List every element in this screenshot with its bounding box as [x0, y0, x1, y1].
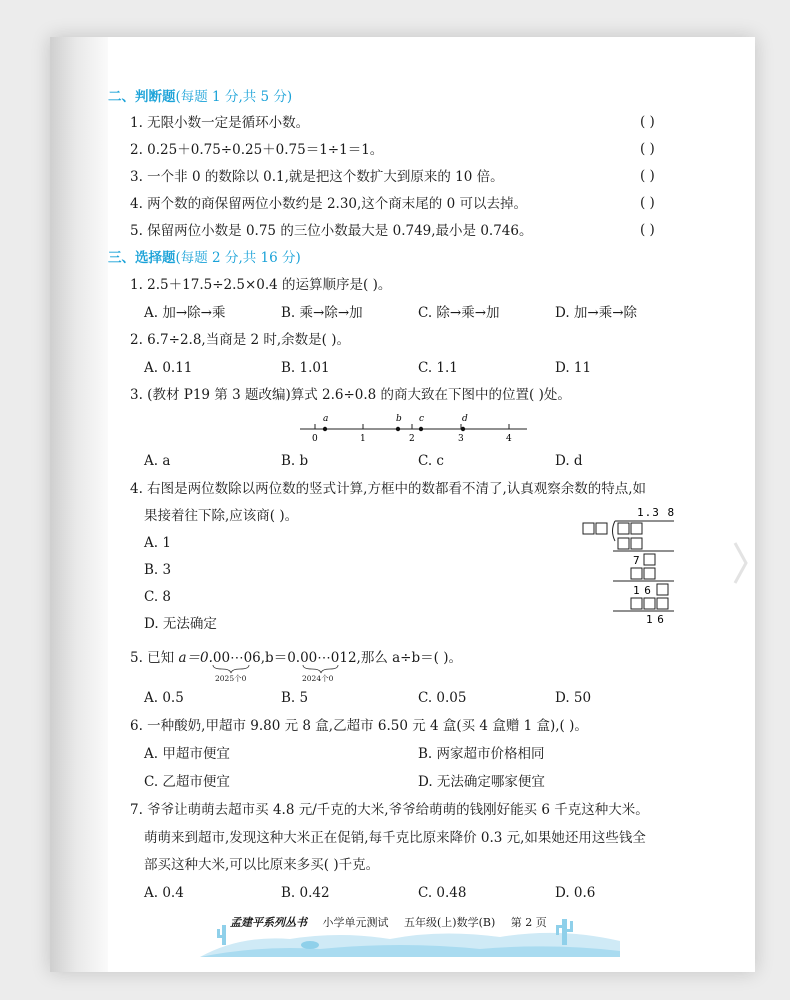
choice-q4-option-d[interactable]: D. 无法确定: [144, 616, 217, 632]
product-box: [631, 538, 642, 549]
point-label-b: b: [396, 414, 402, 424]
judge-answer-5[interactable]: ( ): [640, 222, 655, 238]
section-3-heading: [108, 249, 301, 267]
point-label-a: a: [323, 414, 329, 424]
choice-q1-option-d[interactable]: D. 加→乘→除: [555, 305, 638, 321]
choice-q3-option-a[interactable]: A. a: [144, 453, 171, 469]
tick-label-4: 4: [506, 434, 512, 444]
choice-q5-option-b[interactable]: B. 5: [281, 690, 309, 706]
point-d: [461, 427, 465, 431]
choice-q6-option-b[interactable]: B. 两家超市价格相同: [418, 746, 545, 762]
row2-box: [644, 568, 655, 579]
q5-suffix: ,那么 a÷b＝( )。: [356, 650, 462, 666]
division-row2-digit: 7: [633, 554, 640, 567]
choice-q1-option-c[interactable]: C. 除→乘→加: [418, 305, 500, 321]
q5-b-digits: 00⋯012: [300, 650, 357, 666]
tick-label-2: 2: [409, 434, 415, 444]
choice-q1-option-b[interactable]: B. 乘→除→加: [281, 305, 363, 321]
division-remainder: 1 6: [646, 613, 663, 625]
choice-q3-stem: 3. (教材 P19 第 3 题改编)算式 2.6÷0.8 的商大致在下图中的位置( )处。: [130, 387, 571, 403]
choice-q3-option-d[interactable]: D. d: [555, 453, 583, 469]
choice-q7-option-a[interactable]: A. 0.4: [144, 885, 184, 901]
section-3-title: 三、选择题: [108, 250, 176, 266]
judge-answer-2[interactable]: ( ): [640, 141, 655, 157]
point-b: [396, 427, 400, 431]
row2-box: [644, 554, 655, 565]
choice-q5-option-c[interactable]: C. 0.05: [418, 690, 467, 706]
choice-q2-option-b[interactable]: B. 1.01: [281, 360, 330, 376]
choice-q2-stem: 2. 6.7÷2.8,当商是 2 时,余数是( )。: [130, 332, 351, 348]
judge-answer-3[interactable]: ( ): [640, 168, 655, 184]
camel-icon: [301, 941, 319, 949]
choice-q4-option-a[interactable]: A. 1: [144, 535, 171, 551]
point-c: [419, 427, 423, 431]
book-spine: [50, 37, 108, 972]
q5-a-brace-label: 2025个0: [215, 674, 247, 683]
product-box: [618, 538, 629, 549]
choice-q3-option-b[interactable]: B. b: [281, 453, 309, 469]
judge-item-5: 5. 保留两位小数是 0.75 的三位小数最大是 0.749,最小是 0.746。: [130, 223, 533, 239]
choice-q1-option-a[interactable]: A. 加→除→乘: [144, 305, 226, 321]
judge-item-2: 2. 0.25＋0.75÷0.25＋0.75＝1÷1＝1。: [130, 142, 384, 158]
footer-grade: 五年级(上)数学(B): [404, 916, 496, 929]
choice-q6-option-c[interactable]: C. 乙超市便宜: [144, 774, 230, 790]
section-3-scoring: (每题 2 分,共 16 分): [175, 250, 301, 266]
choice-q3-option-c[interactable]: C. c: [418, 453, 444, 469]
choice-q7-line1: 7. 爷爷让萌萌去超市买 4.8 元/千克的大米,爷爷给萌萌的钱刚好能买 6 千克这种大米。: [130, 802, 649, 818]
choice-q2-option-a[interactable]: A. 0.11: [144, 360, 193, 376]
dividend-box: [618, 523, 629, 534]
choice-q2-option-c[interactable]: C. 1.1: [418, 360, 458, 376]
judge-item-4: 4. 两个数的商保留两位小数约是 2.30,这个商末尾的 0 可以去掉。: [130, 196, 527, 212]
tick-label-0: 0: [312, 434, 318, 444]
choice-q5-option-a[interactable]: A. 0.5: [144, 690, 184, 706]
row3-box: [657, 584, 668, 595]
choice-q1-stem: 1. 2.5＋17.5÷2.5×0.4 的运算顺序是( )。: [130, 277, 392, 293]
choice-q4-stem-line2: 果接着往下除,应该商( )。: [144, 508, 299, 524]
choice-q7-line2: 萌萌来到超市,发现这种大米正在促销,每千克比原来降价 0.3 元,如果她还用这些钱全: [144, 830, 646, 846]
footer-desert-illustration: [200, 905, 620, 957]
section-2-scoring: (每题 1 分,共 5 分): [175, 89, 293, 105]
judge-answer-1[interactable]: ( ): [640, 114, 655, 130]
q5-b-brace-label: 2024个0: [302, 674, 334, 683]
point-a: [323, 427, 327, 431]
division-quotient: 1.3 8: [637, 506, 676, 519]
section-2-title: 二、判断题: [108, 89, 176, 105]
choice-q7-option-d[interactable]: D. 0.6: [555, 885, 596, 901]
q5-prefix: 5. 已知: [130, 650, 175, 666]
row3-box: [657, 598, 668, 609]
choice-q6-stem: 6. 一种酸奶,甲超市 9.80 元 8 盒,乙超市 6.50 元 4 盒(买 4 盒赠 1 盒),( )。: [130, 718, 588, 734]
choice-q7-line3: 部买这种大米,可以比原来多买( )千克。: [144, 857, 380, 873]
divisor-box: [596, 523, 607, 534]
point-label-c: c: [419, 414, 425, 424]
row3-box: [644, 598, 655, 609]
tick-label-1: 1: [360, 434, 366, 444]
choice-q7-option-b[interactable]: B. 0.42: [281, 885, 330, 901]
choice-q6-option-d[interactable]: D. 无法确定哪家便宜: [418, 774, 545, 790]
division-row3-digits: 1 6: [633, 584, 650, 597]
chevron-right-icon: [732, 540, 750, 586]
choice-q5-option-d[interactable]: D. 50: [555, 690, 592, 706]
q5-a-expr: a＝0.: [178, 650, 213, 666]
q5-a-digits: 00⋯06: [212, 650, 261, 666]
cactus-icon: [217, 925, 226, 945]
tick-label-3: 3: [458, 434, 464, 444]
section-2-heading: [108, 88, 292, 106]
choice-q6-option-a[interactable]: A. 甲超市便宜: [144, 746, 230, 762]
number-line: [295, 410, 535, 446]
row2-box: [631, 568, 642, 579]
dividend-box: [631, 523, 642, 534]
choice-q2-option-d[interactable]: D. 11: [555, 360, 592, 376]
footer-title: 小学单元测试: [322, 916, 389, 929]
judge-item-1: 1. 无限小数一定是循环小数。: [130, 115, 310, 131]
choice-q4-option-c[interactable]: C. 8: [144, 589, 172, 605]
judge-answer-4[interactable]: ( ): [640, 195, 655, 211]
q5-mid: ,b＝0.: [260, 650, 301, 666]
footer-page: 第 2 页: [510, 916, 547, 929]
choice-q4-stem-line1: 4. 右图是两位数除以两位数的竖式计算,方框中的数都看不清了,认真观察余数的特点,如: [130, 481, 647, 497]
page-footer: [230, 914, 559, 930]
row3-box: [631, 598, 642, 609]
judge-item-3: 3. 一个非 0 的数除以 0.1,就是把这个数扩大到原来的 10 倍。: [130, 169, 504, 185]
divisor-box: [583, 523, 594, 534]
footer-series: 孟建平系列丛书: [230, 916, 307, 929]
choice-q7-option-c[interactable]: C. 0.48: [418, 885, 467, 901]
long-division-figure: [578, 503, 682, 625]
point-label-d: d: [462, 414, 468, 424]
choice-q4-option-b[interactable]: B. 3: [144, 562, 172, 578]
